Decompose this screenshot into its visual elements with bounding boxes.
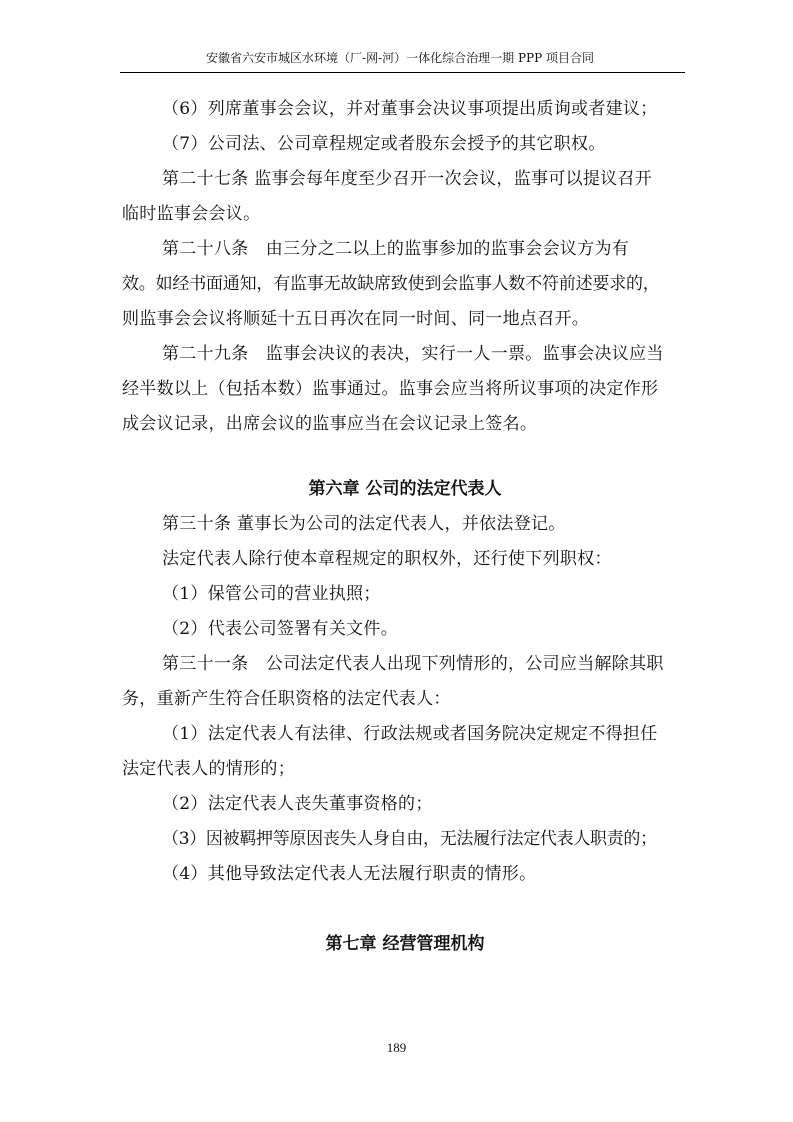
paragraph-line: 务，重新产生符合任职资格的法定代表人： [122,689,451,709]
paragraph-line: 第三十一条 公司法定代表人出现下列情形的，公司应当解除其职 [162,654,664,674]
paragraph-line: 效。如经书面通知，有监事无故缺席致使到会监事人数不符前述要求的， [122,274,660,294]
list-item: （2）代表公司签署有关文件。 [162,619,399,639]
paragraph-line: 第二十七条 监事会每年度至少召开一次会议，监事可以提议召开 [162,169,653,189]
chapter-heading-7: 第七章 经营管理机构 [325,934,485,954]
document-body [122,92,688,962]
page-number: 189 [386,1040,407,1055]
chapter-heading-6: 第六章 公司的法定代表人 [308,479,502,499]
paragraph-line: 经半数以上（包括本数）监事通过。监事会应当将所议事项的决定作形 [122,379,659,399]
list-item: （4）其他导致法定代表人无法履行职责的情形。 [162,864,537,884]
paragraph-line: 成会议记录，出席会议的监事应当在会议记录上签名。 [122,414,538,434]
paragraph-line: 则监事会会议将顺延十五日再次在同一时间、同一地点召开。 [122,309,590,329]
list-item: （2）法定代表人丧失董事资格的； [162,794,433,814]
paragraph-line: 临时监事会会议。 [122,204,261,224]
paragraph-line: 法定代表人的情形的； [122,759,295,779]
paragraph-line: （7）公司法、公司章程规定或者股东会授予的其它职权。 [162,134,606,154]
paragraph-line: 法定代表人除行使本章程规定的职权外，还行使下列职权： [162,549,612,569]
list-item: （3）因被羁押等原因丧失人身自由，无法履行法定代表人职责的； [162,829,657,849]
running-header: 安徽省六安市城区水环境（厂-网-河）一体化综合治理一期 PPP 项目合同 [206,51,594,65]
paragraph-line: 第二十八条 由三分之二以上的监事参加的监事会会议方为有 [162,239,630,259]
paragraph-line: 第三十条 董事长为公司的法定代表人，并依法登记。 [162,514,566,534]
list-item: （1）保管公司的营业执照； [162,584,381,604]
paragraph-line: （6）列席董事会会议，并对董事会决议事项提出质询或者建议； [162,99,658,119]
header-rule [120,72,685,73]
list-item: （1）法定代表人有法律、行政法规或者国务院决定规定不得担任 [162,724,658,744]
paragraph-line: 第二十九条 监事会决议的表决，实行一人一票。监事会决议应当 [162,344,664,364]
